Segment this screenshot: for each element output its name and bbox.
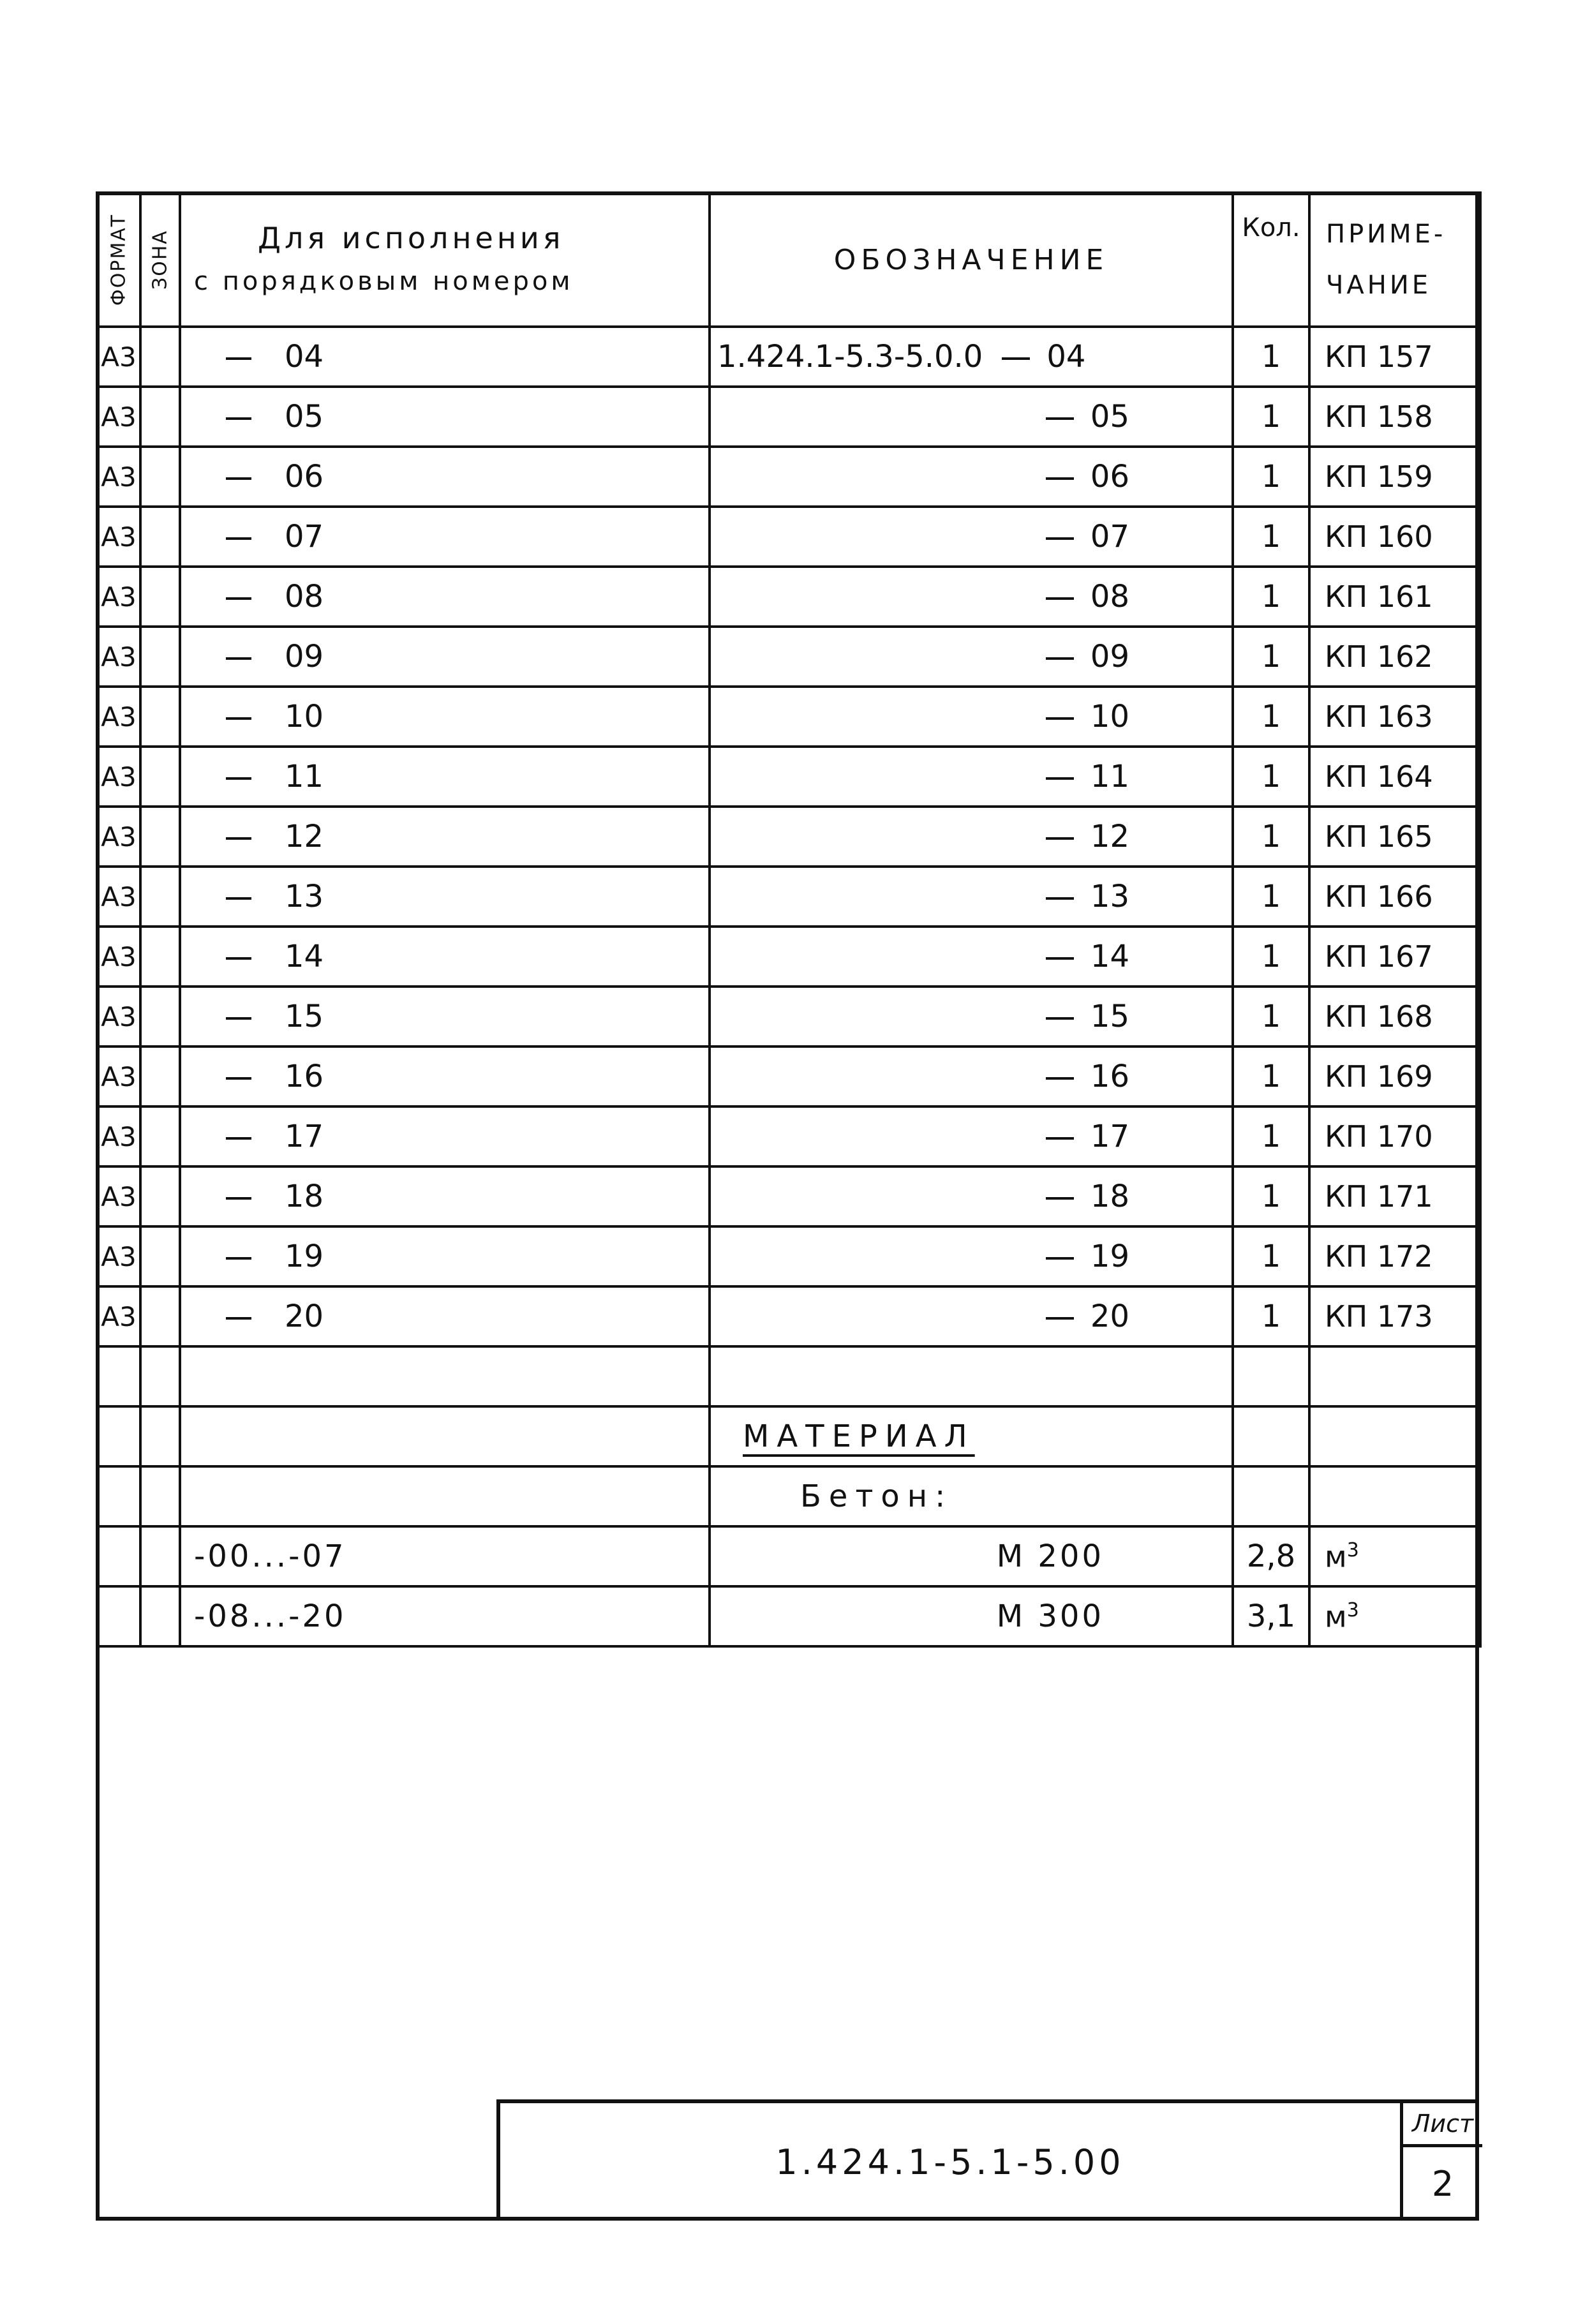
note-cell: КП 160 [1309,507,1480,567]
format-cell: А3 [97,387,140,447]
format-cell: А3 [97,447,140,507]
designation-cell: 07 [710,507,1233,567]
designation-cell: 12 [710,807,1233,867]
material-unit: $м^3$ [1309,1526,1480,1586]
zone-cell [140,1047,180,1106]
note-cell: КП 173 [1309,1286,1480,1346]
designation-cell: 17 [710,1106,1233,1166]
variant-cell: 18 [180,1166,710,1226]
qty-cell: 1 [1233,627,1309,687]
variant-cell: 14 [180,927,710,987]
header-note [1309,193,1480,327]
qty-cell: 1 [1233,1106,1309,1166]
format-cell: А3 [97,687,140,747]
table-row [97,927,1480,987]
note-cell: КП 166 [1309,867,1480,927]
qty-cell: 1 [1233,387,1309,447]
variant-cell: 17 [180,1106,710,1166]
qty-cell: 1 [1233,987,1309,1047]
format-cell: А3 [97,567,140,627]
table-row [97,447,1480,507]
note-cell: КП 157 [1309,327,1480,387]
format-cell: А3 [97,1286,140,1346]
variant-cell: 12 [180,807,710,867]
material-qty: 3,1 [1233,1586,1309,1646]
variant-cell: 15 [180,987,710,1047]
note-cell: КП 172 [1309,1226,1480,1286]
table-row [97,567,1480,627]
designation-cell: 13 [710,867,1233,927]
designation-cell: 10 [710,687,1233,747]
variant-cell: 07 [180,507,710,567]
format-cell: А3 [97,627,140,687]
zone-cell [140,627,180,687]
note-cell: КП 170 [1309,1106,1480,1166]
zone-cell [140,387,180,447]
designation-cell: 19 [710,1226,1233,1286]
qty-cell: 1 [1233,1226,1309,1286]
designation-cell: 06 [710,447,1233,507]
table-row [97,1226,1480,1286]
material-title-row [97,1406,1480,1466]
material-qty: 2,8 [1233,1526,1309,1586]
header-variant-line1: Для исполнения [258,221,565,255]
zone-cell [140,1166,180,1226]
table-row [97,507,1480,567]
qty-cell: 1 [1233,1166,1309,1226]
format-cell: А3 [97,987,140,1047]
variant-cell: 10 [180,687,710,747]
material-grade: М 300 [710,1586,1233,1646]
table-row [97,807,1480,867]
note-cell: КП 165 [1309,807,1480,867]
format-cell: А3 [97,1166,140,1226]
qty-cell: 1 [1233,927,1309,987]
table-row [97,1106,1480,1166]
qty-cell: 1 [1233,687,1309,747]
zone-cell [140,807,180,867]
zone-cell [140,327,180,387]
table-row [97,387,1480,447]
designation-cell: 1.424.1-5.3-5.0.0 04 [710,327,1233,387]
qty-cell: 1 [1233,447,1309,507]
zone-cell [140,447,180,507]
empty-row [97,1346,1480,1406]
zone-cell [140,987,180,1047]
table-row [97,867,1480,927]
designation-cell: 15 [710,987,1233,1047]
zone-cell [140,1106,180,1166]
header-variant [180,193,710,327]
material-subtitle: Бетон: [710,1466,1233,1526]
material-title: МАТЕРИАЛ [710,1406,1233,1466]
qty-cell: 1 [1233,807,1309,867]
designation-cell: 14 [710,927,1233,987]
table-row [97,627,1480,687]
qty-cell: 1 [1233,507,1309,567]
designation-cell: 09 [710,627,1233,687]
format-cell: А3 [97,507,140,567]
format-cell: А3 [97,1226,140,1286]
material-range: -00...-07 [180,1526,710,1586]
note-cell: КП 171 [1309,1166,1480,1226]
header-row [97,193,1480,327]
variant-cell: 20 [180,1286,710,1346]
material-row [97,1526,1480,1586]
sheet-box [1400,2103,1482,2221]
zone-cell [140,1226,180,1286]
zone-cell [140,507,180,567]
header-zone: ЗОНА [140,193,180,327]
qty-cell: 1 [1233,867,1309,927]
variant-cell: 09 [180,627,710,687]
format-cell: А3 [97,1106,140,1166]
header-format: ФОРМАТ [97,193,140,327]
header-note-line2: ЧАНИЕ [1326,271,1432,300]
sheet-label: Лист [1403,2103,1482,2147]
table-row [97,1047,1480,1106]
variant-cell: 16 [180,1047,710,1106]
material-range: -08...-20 [180,1586,710,1646]
qty-cell: 1 [1233,567,1309,627]
note-cell: КП 164 [1309,747,1480,807]
qty-cell: 1 [1233,1286,1309,1346]
zone-cell [140,867,180,927]
note-cell: КП 163 [1309,687,1480,747]
variant-cell: 19 [180,1226,710,1286]
designation-cell: 08 [710,567,1233,627]
material-row [97,1586,1480,1646]
variant-cell: 05 [180,387,710,447]
format-cell: А3 [97,927,140,987]
table-row [97,747,1480,807]
material-unit: $м^3$ [1309,1586,1480,1646]
format-cell: А3 [97,327,140,387]
table-row [97,987,1480,1047]
variant-cell: 11 [180,747,710,807]
note-cell: КП 161 [1309,567,1480,627]
designation-cell: 16 [710,1047,1233,1106]
format-cell: А3 [97,1047,140,1106]
note-cell: КП 169 [1309,1047,1480,1106]
designation-cell: 18 [710,1166,1233,1226]
zone-cell [140,747,180,807]
variant-cell: 06 [180,447,710,507]
qty-cell: 1 [1233,327,1309,387]
format-cell: А3 [97,747,140,807]
qty-cell: 1 [1233,1047,1309,1106]
zone-cell [140,687,180,747]
table-row [97,1166,1480,1226]
format-cell: А3 [97,867,140,927]
zone-cell [140,927,180,987]
header-designation: ОБОЗНАЧЕНИЕ [710,193,1233,327]
variant-cell: 13 [180,867,710,927]
note-cell: КП 159 [1309,447,1480,507]
note-cell: КП 158 [1309,387,1480,447]
note-cell: КП 162 [1309,627,1480,687]
designation-cell: 20 [710,1286,1233,1346]
zone-cell [140,567,180,627]
header-qty: Кол. [1233,193,1309,327]
zone-cell [140,1286,180,1346]
note-cell: КП 167 [1309,927,1480,987]
variant-cell: 08 [180,567,710,627]
document-code: 1.424.1-5.1-5.00 [775,2142,1125,2182]
designation-cell: 05 [710,387,1233,447]
table-row [97,1286,1480,1346]
note-cell: КП 168 [1309,987,1480,1047]
material-grade: М 200 [710,1526,1233,1586]
title-block [496,2099,1479,2221]
table-row [97,687,1480,747]
table-row [97,327,1480,387]
qty-cell: 1 [1233,747,1309,807]
material-subtitle-row [97,1466,1480,1526]
specification-table [96,191,1482,1648]
format-cell: А3 [97,807,140,867]
designation-cell: 11 [710,747,1233,807]
header-note-line1: ПРИМЕ- [1326,220,1447,249]
sheet-number: 2 [1431,2164,1454,2204]
variant-cell: 04 [180,327,710,387]
header-variant-line2: с порядковым номером [194,267,574,296]
